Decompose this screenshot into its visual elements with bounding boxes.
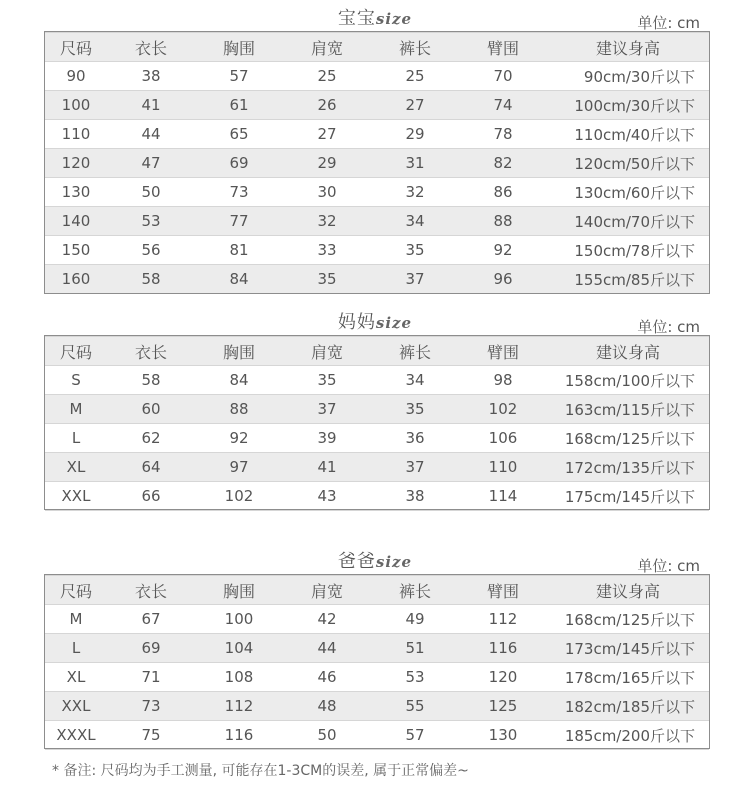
table-cell: 77 xyxy=(195,207,283,236)
mom-title-cn: 妈妈 xyxy=(337,312,376,333)
table-cell: 90cm/30斤以下 xyxy=(547,62,709,91)
table-cell: 36 xyxy=(371,424,459,453)
table-cell: 55 xyxy=(371,692,459,721)
column-header: 臂围 xyxy=(459,33,547,62)
table-cell: 57 xyxy=(195,62,283,91)
table-cell: 53 xyxy=(107,207,195,236)
table-cell: 38 xyxy=(371,482,459,511)
table-cell: 130cm/60斤以下 xyxy=(547,178,709,207)
table-cell: 98 xyxy=(459,366,547,395)
table-cell: 78 xyxy=(459,120,547,149)
table-cell: XXXL xyxy=(45,721,107,750)
column-header: 建议身高 xyxy=(547,33,709,62)
table-cell: 92 xyxy=(459,236,547,265)
table-cell: 92 xyxy=(195,424,283,453)
dad-size-section xyxy=(0,545,750,575)
dad-size-table xyxy=(45,575,709,750)
table-cell: 34 xyxy=(371,207,459,236)
table-cell: 102 xyxy=(195,482,283,511)
table-cell: 106 xyxy=(459,424,547,453)
column-header: 尺码 xyxy=(45,33,107,62)
table-cell: 41 xyxy=(283,453,371,482)
table-cell: 66 xyxy=(107,482,195,511)
column-header: 建议身高 xyxy=(547,337,709,366)
table-cell: XXL xyxy=(45,692,107,721)
table-cell: 100cm/30斤以下 xyxy=(547,91,709,120)
mom-title-en: size xyxy=(375,314,413,332)
table-cell: 60 xyxy=(107,395,195,424)
table-cell: 97 xyxy=(195,453,283,482)
table-cell: 61 xyxy=(195,91,283,120)
table-cell: 57 xyxy=(371,721,459,750)
mom-size-header xyxy=(0,306,750,336)
table-cell: 120cm/50斤以下 xyxy=(547,149,709,178)
dad-title-en: size xyxy=(375,553,413,571)
table-cell: 116 xyxy=(459,634,547,663)
table-cell: 140 xyxy=(45,207,107,236)
table-cell: 140cm/70斤以下 xyxy=(547,207,709,236)
table-row xyxy=(45,236,709,265)
column-header: 肩宽 xyxy=(283,576,371,605)
table-cell: 33 xyxy=(283,236,371,265)
table-cell: 37 xyxy=(371,265,459,294)
table-cell: 39 xyxy=(283,424,371,453)
table-cell: 82 xyxy=(459,149,547,178)
table-cell: 26 xyxy=(283,91,371,120)
table-cell: 71 xyxy=(107,663,195,692)
table-row xyxy=(45,178,709,207)
table-cell: 114 xyxy=(459,482,547,511)
table-row xyxy=(45,721,709,750)
table-cell: 64 xyxy=(107,453,195,482)
baby-header-row xyxy=(45,33,709,62)
column-header: 建议身高 xyxy=(547,576,709,605)
table-cell: 37 xyxy=(283,395,371,424)
table-row xyxy=(45,692,709,721)
column-header: 裤长 xyxy=(371,337,459,366)
table-cell: 48 xyxy=(283,692,371,721)
table-cell: 43 xyxy=(283,482,371,511)
table-row xyxy=(45,424,709,453)
mom-header-row xyxy=(45,337,709,366)
column-header: 裤长 xyxy=(371,576,459,605)
table-cell: 69 xyxy=(107,634,195,663)
table-cell: 175cm/145斤以下 xyxy=(547,482,709,511)
table-cell: 90 xyxy=(45,62,107,91)
dad-unit-label: 单位: cm xyxy=(637,557,700,575)
table-cell: 67 xyxy=(107,605,195,634)
table-cell: 58 xyxy=(107,366,195,395)
table-cell: 100 xyxy=(45,91,107,120)
column-header: 尺码 xyxy=(45,337,107,366)
table-cell: 53 xyxy=(371,663,459,692)
table-cell: 37 xyxy=(371,453,459,482)
table-cell: 110 xyxy=(459,453,547,482)
mom-unit-label: 单位: cm xyxy=(637,318,700,336)
table-cell: 29 xyxy=(283,149,371,178)
table-cell: 41 xyxy=(107,91,195,120)
table-cell: 84 xyxy=(195,265,283,294)
table-cell: 100 xyxy=(195,605,283,634)
column-header: 胸围 xyxy=(195,576,283,605)
table-cell: 35 xyxy=(371,236,459,265)
table-cell: 108 xyxy=(195,663,283,692)
column-header: 尺码 xyxy=(45,576,107,605)
table-cell: 160 xyxy=(45,265,107,294)
table-cell: 168cm/125斤以下 xyxy=(547,605,709,634)
table-row xyxy=(45,634,709,663)
table-cell: 58 xyxy=(107,265,195,294)
table-cell: 158cm/100斤以下 xyxy=(547,366,709,395)
table-cell: 120 xyxy=(459,663,547,692)
table-cell: 56 xyxy=(107,236,195,265)
table-cell: 50 xyxy=(283,721,371,750)
table-cell: L xyxy=(45,634,107,663)
table-cell: 35 xyxy=(283,366,371,395)
dad-size-header xyxy=(0,545,750,575)
table-cell: 130 xyxy=(45,178,107,207)
table-cell: 31 xyxy=(371,149,459,178)
table-cell: 185cm/200斤以下 xyxy=(547,721,709,750)
table-cell: 62 xyxy=(107,424,195,453)
table-cell: 35 xyxy=(371,395,459,424)
table-cell: 75 xyxy=(107,721,195,750)
baby-title-cn: 宝宝 xyxy=(337,8,376,29)
mom-size-section xyxy=(0,306,750,336)
table-cell: 30 xyxy=(283,178,371,207)
table-cell: 44 xyxy=(107,120,195,149)
table-cell: 44 xyxy=(283,634,371,663)
column-header: 裤长 xyxy=(371,33,459,62)
table-cell: 29 xyxy=(371,120,459,149)
table-row xyxy=(45,91,709,120)
table-cell: 102 xyxy=(459,395,547,424)
table-cell: 81 xyxy=(195,236,283,265)
table-cell: 168cm/125斤以下 xyxy=(547,424,709,453)
table-cell: 70 xyxy=(459,62,547,91)
column-header: 臂围 xyxy=(459,576,547,605)
dad-title-cn: 爸爸 xyxy=(337,551,376,572)
table-cell: 110cm/40斤以下 xyxy=(547,120,709,149)
table-cell: 125 xyxy=(459,692,547,721)
table-cell: 27 xyxy=(283,120,371,149)
table-row xyxy=(45,663,709,692)
column-header: 胸围 xyxy=(195,33,283,62)
table-cell: 51 xyxy=(371,634,459,663)
table-cell: 96 xyxy=(459,265,547,294)
table-cell: 69 xyxy=(195,149,283,178)
table-cell: L xyxy=(45,424,107,453)
table-cell: 42 xyxy=(283,605,371,634)
table-row xyxy=(45,395,709,424)
table-cell: 150cm/78斤以下 xyxy=(547,236,709,265)
column-header: 肩宽 xyxy=(283,33,371,62)
table-cell: 35 xyxy=(283,265,371,294)
table-cell: 150 xyxy=(45,236,107,265)
table-cell: 49 xyxy=(371,605,459,634)
table-cell: 84 xyxy=(195,366,283,395)
table-cell: XL xyxy=(45,663,107,692)
table-cell: 25 xyxy=(283,62,371,91)
table-cell: 88 xyxy=(195,395,283,424)
table-cell: 110 xyxy=(45,120,107,149)
table-row xyxy=(45,605,709,634)
table-cell: 47 xyxy=(107,149,195,178)
table-cell: 34 xyxy=(371,366,459,395)
column-header: 胸围 xyxy=(195,337,283,366)
dad-header-row xyxy=(45,576,709,605)
table-cell: M xyxy=(45,395,107,424)
table-cell: 173cm/145斤以下 xyxy=(547,634,709,663)
column-header: 衣长 xyxy=(107,576,195,605)
table-cell: 182cm/185斤以下 xyxy=(547,692,709,721)
table-cell: M xyxy=(45,605,107,634)
table-row xyxy=(45,482,709,511)
table-cell: S xyxy=(45,366,107,395)
table-cell: 88 xyxy=(459,207,547,236)
table-cell: 116 xyxy=(195,721,283,750)
table-cell: 178cm/165斤以下 xyxy=(547,663,709,692)
baby-unit-label: 单位: cm xyxy=(637,14,700,32)
mom-size-table xyxy=(45,336,709,511)
table-cell: 112 xyxy=(459,605,547,634)
table-cell: 38 xyxy=(107,62,195,91)
table-cell: 130 xyxy=(459,721,547,750)
table-cell: 74 xyxy=(459,91,547,120)
table-row xyxy=(45,207,709,236)
table-cell: 172cm/135斤以下 xyxy=(547,453,709,482)
table-cell: 120 xyxy=(45,149,107,178)
baby-size-header xyxy=(0,2,750,32)
table-row xyxy=(45,62,709,91)
table-cell: 86 xyxy=(459,178,547,207)
table-cell: 25 xyxy=(371,62,459,91)
table-cell: 50 xyxy=(107,178,195,207)
table-cell: 27 xyxy=(371,91,459,120)
column-header: 肩宽 xyxy=(283,337,371,366)
column-header: 衣长 xyxy=(107,33,195,62)
baby-size-section xyxy=(0,2,750,32)
table-row xyxy=(45,149,709,178)
footnote: * 备注: 尺码均为手工测量, 可能存在1-3CM的误差, 属于正常偏差~ xyxy=(52,763,469,779)
table-cell: 104 xyxy=(195,634,283,663)
column-header: 衣长 xyxy=(107,337,195,366)
table-row xyxy=(45,120,709,149)
table-cell: XL xyxy=(45,453,107,482)
table-cell: 65 xyxy=(195,120,283,149)
table-cell: 112 xyxy=(195,692,283,721)
table-row xyxy=(45,265,709,294)
table-cell: 163cm/115斤以下 xyxy=(547,395,709,424)
baby-title-en: size xyxy=(375,10,413,28)
table-cell: 73 xyxy=(195,178,283,207)
table-cell: 32 xyxy=(371,178,459,207)
table-row xyxy=(45,366,709,395)
table-cell: 46 xyxy=(283,663,371,692)
table-cell: 73 xyxy=(107,692,195,721)
table-cell: 32 xyxy=(283,207,371,236)
column-header: 臂围 xyxy=(459,337,547,366)
table-cell: XXL xyxy=(45,482,107,511)
baby-size-table xyxy=(45,32,709,294)
table-row xyxy=(45,453,709,482)
table-cell: 155cm/85斤以下 xyxy=(547,265,709,294)
